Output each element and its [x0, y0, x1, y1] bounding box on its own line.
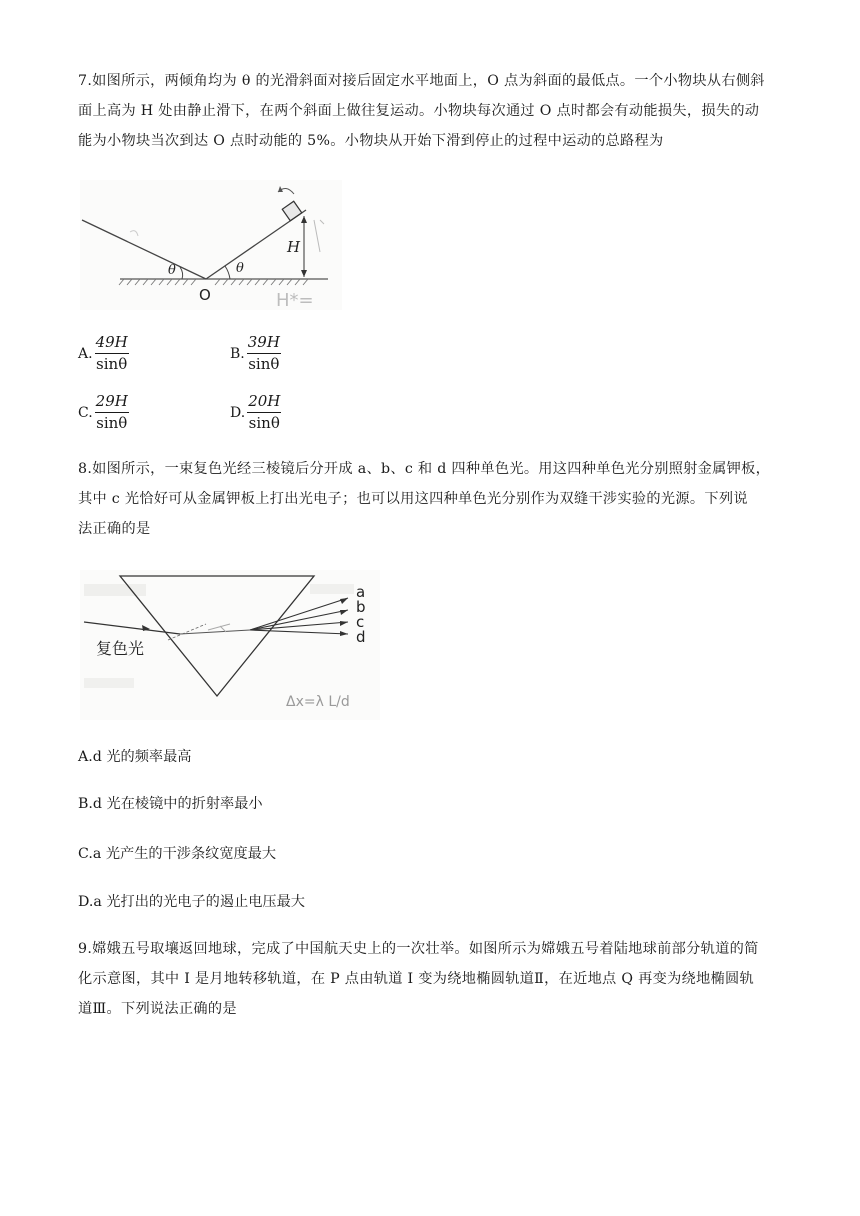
q8-ray-label-d: d [356, 628, 366, 646]
q7-option-a[interactable] [78, 333, 129, 374]
q7-option-b-letter: B. [230, 345, 245, 362]
q8-stem-line-1: 8.如图所示，一束复色光经三棱镜后分开成 a、b、c 和 d 四种单色光。用这四种单色光分别照射金属钾板， [78, 461, 771, 477]
q7-incline-figure [80, 180, 342, 310]
q7-stem-line-3: 能为小物块当次到达 O 点时动能的 5%。小物块从开始下滑到停止的过程中运动的总路程为 [78, 133, 664, 149]
q7-option-d-denominator: sinθ [248, 414, 280, 432]
q7-height-label: H [287, 238, 301, 256]
q7-theta-right-label: θ [236, 261, 244, 276]
q8-ray-label-c: c [356, 613, 365, 631]
q8-stem-line-3: 法正确的是 [78, 521, 151, 537]
q8-option-b[interactable]: B.d 光在棱镜中的折射率最小 [78, 796, 263, 812]
q7-option-d-numerator: 20H [247, 392, 281, 413]
q7-stem [78, 66, 790, 156]
q7-stem-line-2: 面上高为 H 处由静止滑下，在两个斜面上做往复运动。小物块每次通过 O 点时都会有动能损失，损失的动 [78, 103, 760, 119]
q7-option-b-numerator: 39H [247, 333, 281, 354]
q7-option-a-letter: A. [78, 345, 93, 362]
q7-option-a-fraction [95, 333, 129, 374]
q7-option-c-denominator: sinθ [96, 414, 128, 432]
q7-option-c[interactable] [78, 392, 129, 433]
q7-option-a-denominator: sinθ [96, 355, 128, 373]
q8-option-d[interactable]: D.a 光打出的光电子的遏止电压最大 [78, 894, 305, 910]
q7-option-d-letter: D. [230, 404, 246, 421]
q7-option-b[interactable] [230, 333, 281, 374]
q7-option-d[interactable] [230, 392, 281, 433]
q8-ray-label-a: a [356, 583, 366, 601]
q7-stem-line-1: 7.如图所示，两倾角均为 θ 的光滑斜面对接后固定水平地面上，O 点为斜面的最低点。一个小物块从右侧斜 [78, 73, 765, 89]
q9-stem-line-2: 化示意图，其中 I 是月地转移轨道，在 P 点由轨道 I 变为绕地椭圆轨道Ⅱ，在近地点 Q 再变为绕地椭圆轨 [78, 971, 754, 987]
q8-option-c[interactable]: C.a 光产生的干涉条纹宽度最大 [78, 846, 277, 862]
q8-handwritten-formula: Δx=λ L/d [286, 694, 350, 710]
q9-stem [78, 934, 790, 1024]
q8-ray-label-b: b [356, 598, 366, 616]
q7-option-b-fraction [247, 333, 281, 374]
q9-stem-line-3: 道Ⅲ。下列说法正确的是 [78, 1001, 237, 1017]
q7-option-c-numerator: 29H [95, 392, 129, 413]
q7-option-a-numerator: 49H [95, 333, 129, 354]
q9-stem-line-1: 9.嫦娥五号取壤返回地球，完成了中国航天史上的一次壮举。如图所示为嫦娥五号着陆地球前部分轨道的简 [78, 941, 759, 957]
q8-incident-light-label: 复色光 [96, 639, 145, 658]
q7-option-c-fraction [95, 392, 129, 433]
q7-handwritten-note: H*= [276, 290, 314, 310]
q8-option-a[interactable]: A.d 光的频率最高 [78, 749, 192, 765]
q7-point-o-label: O [199, 286, 211, 304]
q8-stem [78, 454, 790, 544]
q8-prism-figure [80, 570, 380, 720]
q7-option-d-fraction [247, 392, 281, 433]
q7-option-b-denominator: sinθ [248, 355, 280, 373]
q8-stem-line-2: 其中 c 光恰好可从金属钾板上打出光电子；也可以用这四种单色光分别作为双缝干涉实验的光源。下列说 [78, 491, 748, 507]
q7-theta-left-label: θ [168, 263, 176, 278]
q7-option-c-letter: C. [78, 404, 93, 421]
